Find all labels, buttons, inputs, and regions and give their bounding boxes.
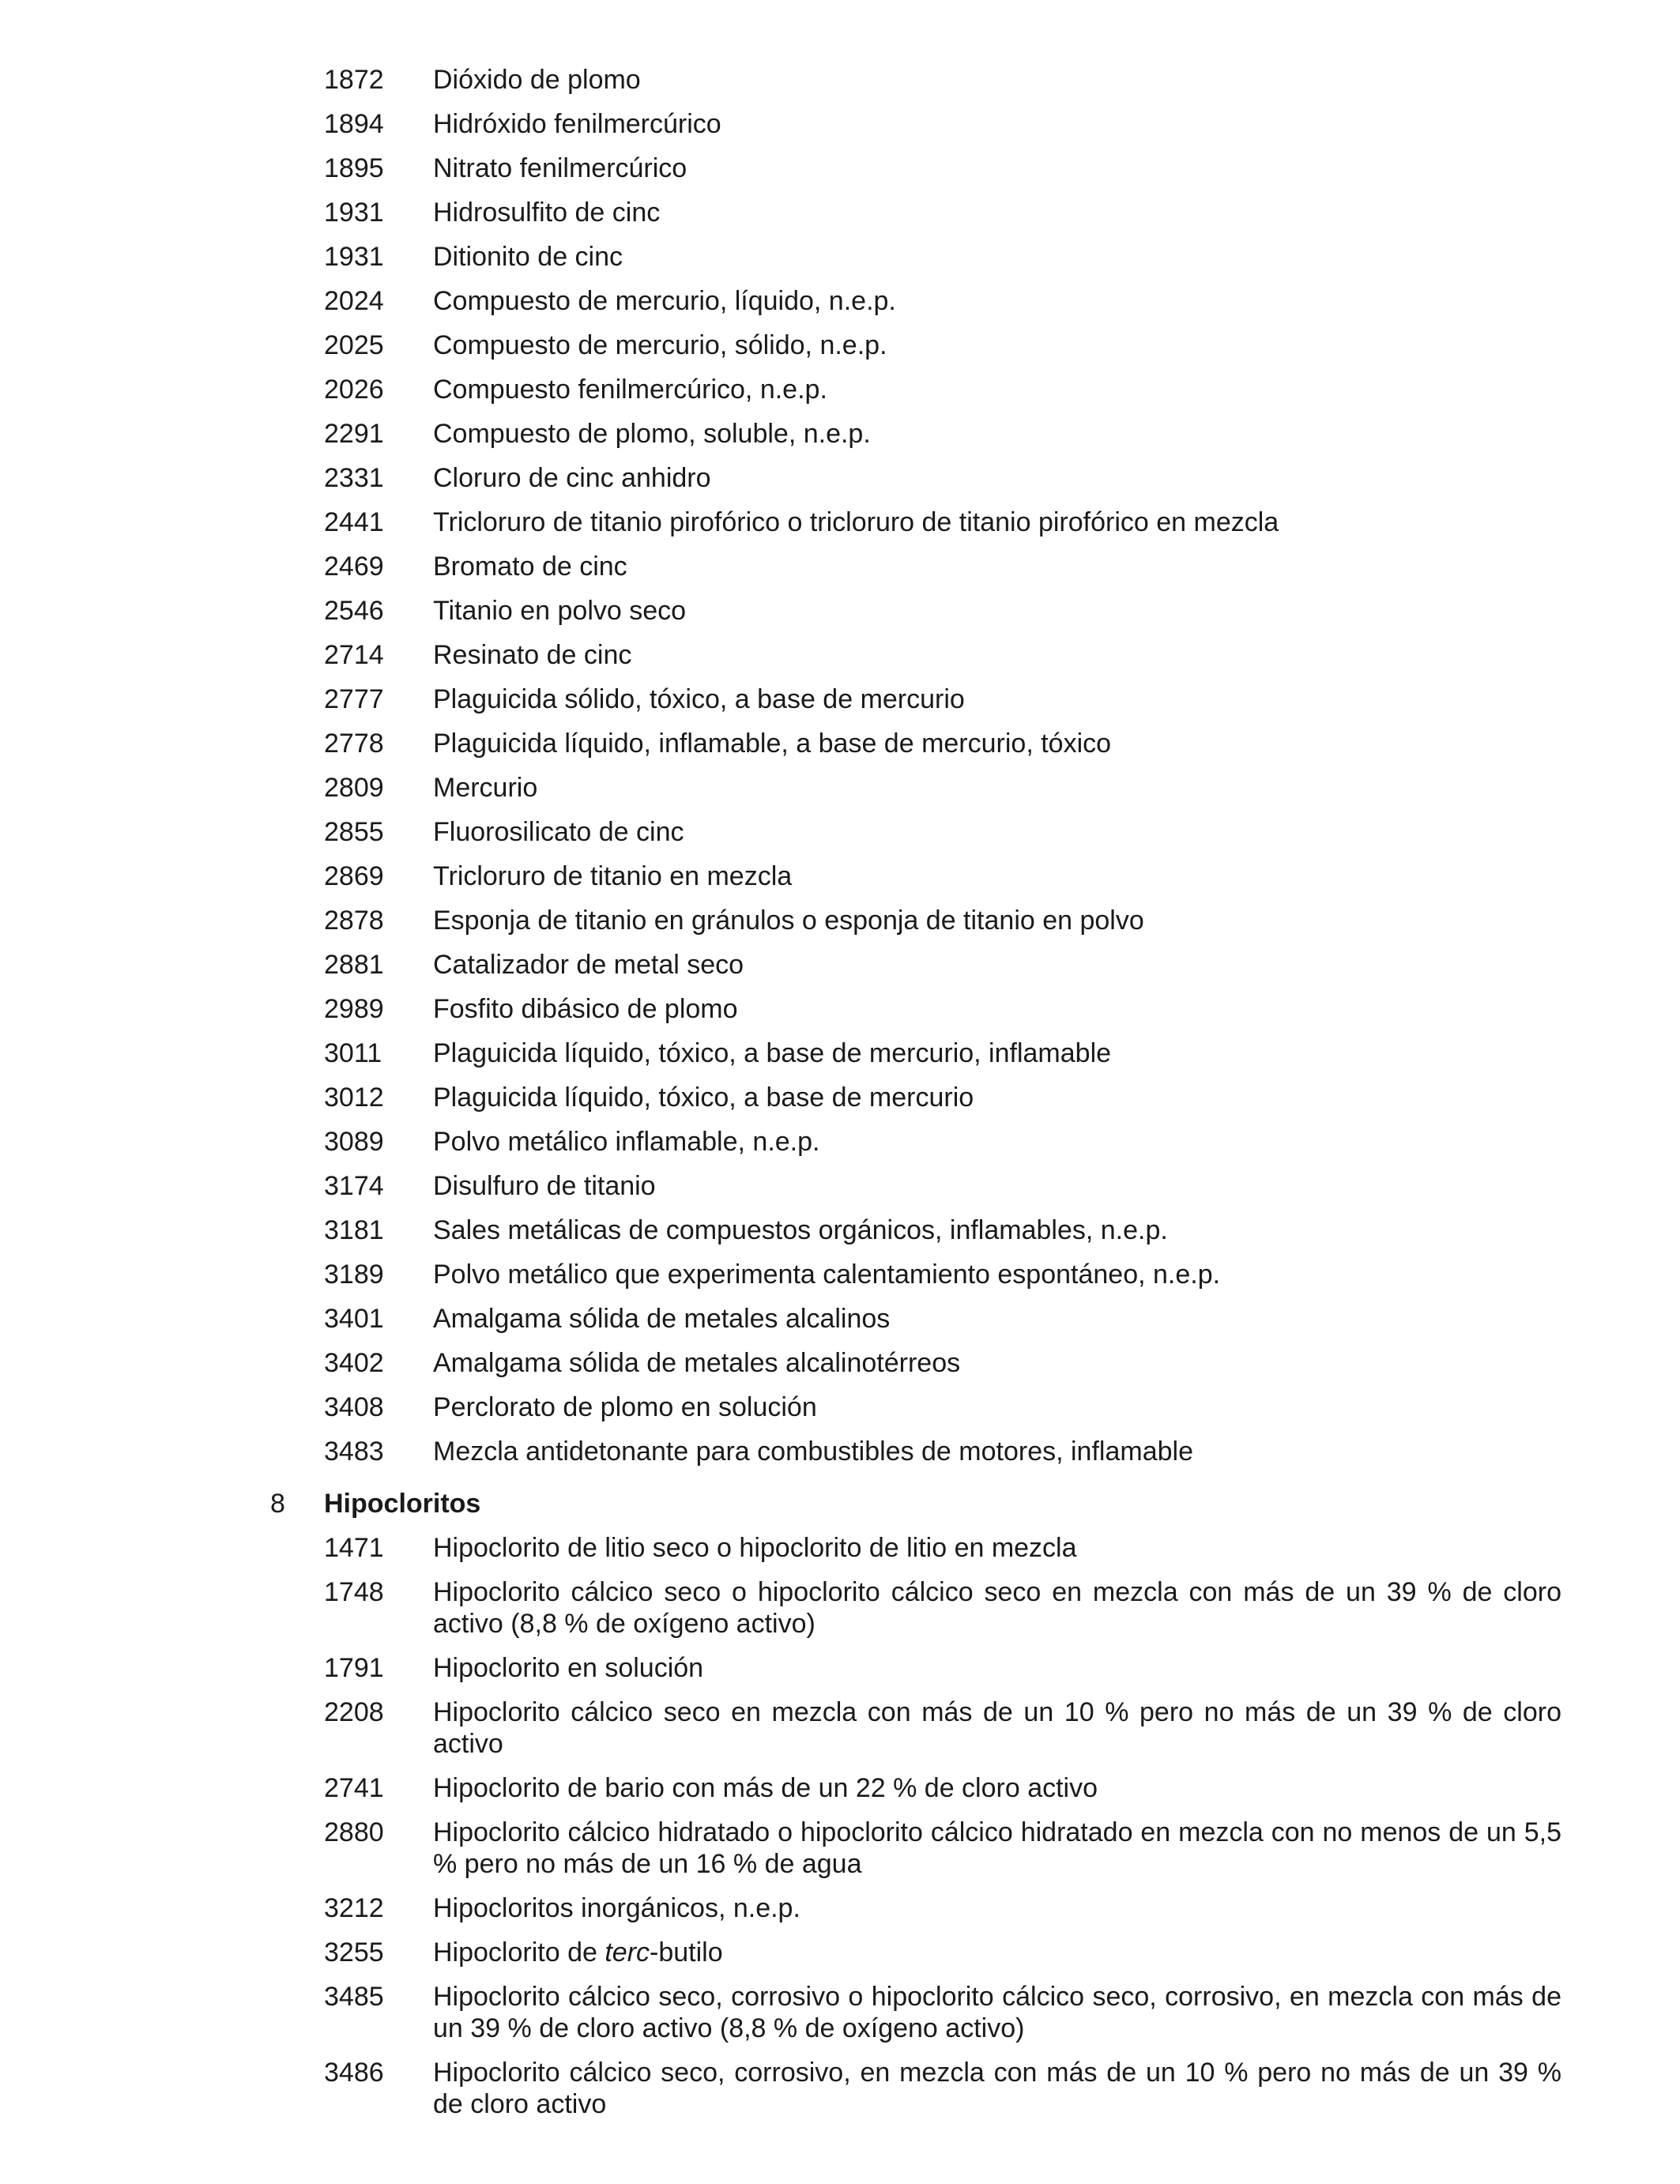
substance-name: Mercurio [433,773,538,803]
substance-name: Amalgama sólida de metales alcalinos [433,1304,891,1334]
list-item [0,993,1680,1025]
substance-name [433,1937,1561,1968]
un-code: 2778 [324,729,384,759]
list-item [0,1082,1680,1113]
substance-name: Hipoclorito cálcico seco o hipoclorito cálcico seco en mezcla con más de un 39 % de cloro activo (8,8 % de oxígeno activo) [433,1577,1561,1639]
un-code: 2026 [324,375,384,405]
list-item [0,1981,1680,2044]
substance-name: Hipoclorito cálcico seco, corrosivo, en mezcla con más de un 10 % pero no más de un 39 % de cloro activo [433,2058,1561,2119]
substance-name: Compuesto de plomo, soluble, n.e.p. [433,419,871,449]
un-code: 1748 [324,1577,384,1607]
substance-name: Polvo metálico inflamable, n.e.p. [433,1127,820,1157]
substance-name: Hipoclorito de bario con más de un 22 % de cloro activo [433,1773,1098,1803]
list-item [0,506,1680,538]
un-code: 2878 [324,906,384,936]
substance-name: Hipoclorito cálcico seco en mezcla con más de un 10 % pero no más de un 39 % de cloro activo [433,1697,1561,1759]
un-code: 3011 [324,1038,382,1068]
substance-name: Polvo metálico que experimenta calentamiento espontáneo, n.e.p. [433,1260,1221,1290]
un-code: 2025 [324,330,384,360]
substance-name: Esponja de titanio en gránulos o esponja de titanio en polvo [433,906,1144,936]
list-item [0,241,1680,273]
substance-name: Plaguicida líquido, tóxico, a base de mercurio [433,1083,974,1113]
list-item [0,1937,1680,1968]
un-code: 1791 [324,1653,384,1683]
substance-name: Hipoclorito cálcico hidratado o hipoclorito cálcico hidratado en mezcla con no menos de un 5,5 % pero no más de un 16 % de agua [433,1817,1561,1879]
list-item [0,1772,1680,1804]
un-code: 2291 [324,419,384,449]
un-code: 1931 [324,242,384,272]
substance-name: Fluorosilicato de cinc [433,817,684,847]
list-item [0,1126,1680,1158]
list-item [0,197,1680,228]
list-item [0,285,1680,317]
substance-name: Bromato de cinc [433,552,627,582]
list-item [0,905,1680,936]
substance-name: Mezcla antidetonante para combustibles de motores, inflamable [433,1437,1193,1467]
substance-name: Cloruro de cinc anhidro [433,463,711,493]
list-item [0,374,1680,405]
list-item [0,1214,1680,1246]
un-code: 1931 [324,198,384,228]
un-code: 3012 [324,1083,384,1113]
list-item [0,1259,1680,1290]
un-code: 2869 [324,861,384,891]
un-code: 1895 [324,153,384,183]
section-heading [0,1488,1680,1519]
un-code: 2208 [324,1697,384,1727]
list-item [0,1037,1680,1069]
name-suffix: -butilo [650,1937,723,1967]
list-item [0,949,1680,981]
list-item [0,108,1680,140]
name-italic: terc [605,1937,650,1967]
list-item [0,860,1680,892]
name-prefix: Hipoclorito de [433,1937,605,1967]
un-code: 2777 [324,684,384,714]
substance-name: Amalgama sólida de metales alcalinotérreos [433,1348,961,1378]
substance-name: Hipocloritos inorgánicos, n.e.p. [433,1893,800,1923]
substance-name: Perclorato de plomo en solución [433,1392,817,1422]
un-code: 3181 [324,1215,384,1245]
list-item [0,683,1680,715]
un-code: 3255 [324,1937,384,1967]
list-item [0,1170,1680,1202]
un-code: 3174 [324,1171,384,1201]
substance-name: Nitrato fenilmercúrico [433,153,687,183]
un-code: 2809 [324,773,384,803]
section-number: 8 [270,1489,285,1519]
un-code: 2331 [324,463,384,493]
list-item [0,329,1680,361]
substance-name: Hipoclorito cálcico seco, corrosivo o hipoclorito cálcico seco, corrosivo, en mezcla con más de un 39 % de cloro activo (8,8 % de oxígeno activo) [433,1982,1561,2043]
un-code: 2989 [324,994,384,1024]
substance-name: Hipoclorito en solución [433,1653,704,1683]
substance-name: Catalizador de metal seco [433,950,744,980]
substance-name: Compuesto fenilmercúrico, n.e.p. [433,375,827,405]
list-item [0,816,1680,848]
list-item [0,1652,1680,1684]
un-code: 3486 [324,2058,384,2088]
substance-name: Ditionito de cinc [433,242,623,272]
list-item [0,1696,1680,1760]
list-item [0,551,1680,582]
substance-name: Tricloruro de titanio en mezcla [433,861,793,891]
substance-name: Resinato de cinc [433,640,632,670]
substance-name: Hidrosulfito de cinc [433,198,661,228]
list-item [0,1391,1680,1423]
list-item [0,153,1680,184]
list-item [0,64,1680,96]
substance-name: Plaguicida líquido, tóxico, a base de mercurio, inflamable [433,1038,1112,1068]
un-code: 3408 [324,1392,384,1422]
list-item [0,1817,1680,1880]
un-code: 1471 [324,1533,384,1563]
un-code: 2880 [324,1817,384,1847]
un-code: 2441 [324,507,384,537]
substance-name: Hidróxido fenilmercúrico [433,109,721,139]
list-item [0,462,1680,494]
un-code: 2855 [324,817,384,847]
un-code: 1872 [324,65,384,95]
un-code: 3089 [324,1127,384,1157]
substance-name: Plaguicida sólido, tóxico, a base de mercurio [433,684,965,714]
list-item [0,595,1680,627]
un-code: 3402 [324,1348,384,1378]
substance-name: Sales metálicas de compuestos orgánicos, inflamables, n.e.p. [433,1215,1168,1245]
list-item [0,639,1680,671]
un-code: 2546 [324,596,384,626]
un-code: 2469 [324,552,384,582]
list-item [0,1532,1680,1564]
list-item [0,772,1680,804]
un-code: 3189 [324,1260,384,1290]
substance-name: Titanio en polvo seco [433,596,687,626]
substance-name: Plaguicida líquido, inflamable, a base de mercurio, tóxico [433,729,1112,759]
un-code: 2024 [324,286,384,316]
un-code: 3483 [324,1437,384,1467]
substance-name: Disulfuro de titanio [433,1171,656,1201]
list-item [0,1576,1680,1640]
un-code: 3485 [324,1982,384,2012]
un-code: 2881 [324,950,384,980]
substance-list [0,64,1680,2133]
substance-name: Compuesto de mercurio, sólido, n.e.p. [433,330,887,360]
substance-name: Hipoclorito de litio seco o hipoclorito de litio en mezcla [433,1533,1077,1563]
list-item [0,1303,1680,1335]
section-title: Hipocloritos [324,1489,481,1519]
list-item [0,728,1680,759]
list-item [0,1347,1680,1379]
substance-name: Compuesto de mercurio, líquido, n.e.p. [433,286,896,316]
substance-name: Tricloruro de titanio pirofórico o tricloruro de titanio pirofórico en mezcla [433,507,1279,537]
un-code: 3401 [324,1304,384,1334]
list-item [0,1892,1680,1924]
list-item [0,418,1680,450]
un-code: 2714 [324,640,384,670]
un-code: 3212 [324,1893,384,1923]
list-item [0,1436,1680,1467]
substance-name: Dióxido de plomo [433,65,641,95]
substance-name: Fosfito dibásico de plomo [433,994,738,1024]
un-code: 1894 [324,109,384,139]
list-item [0,2057,1680,2120]
un-code: 2741 [324,1773,384,1803]
